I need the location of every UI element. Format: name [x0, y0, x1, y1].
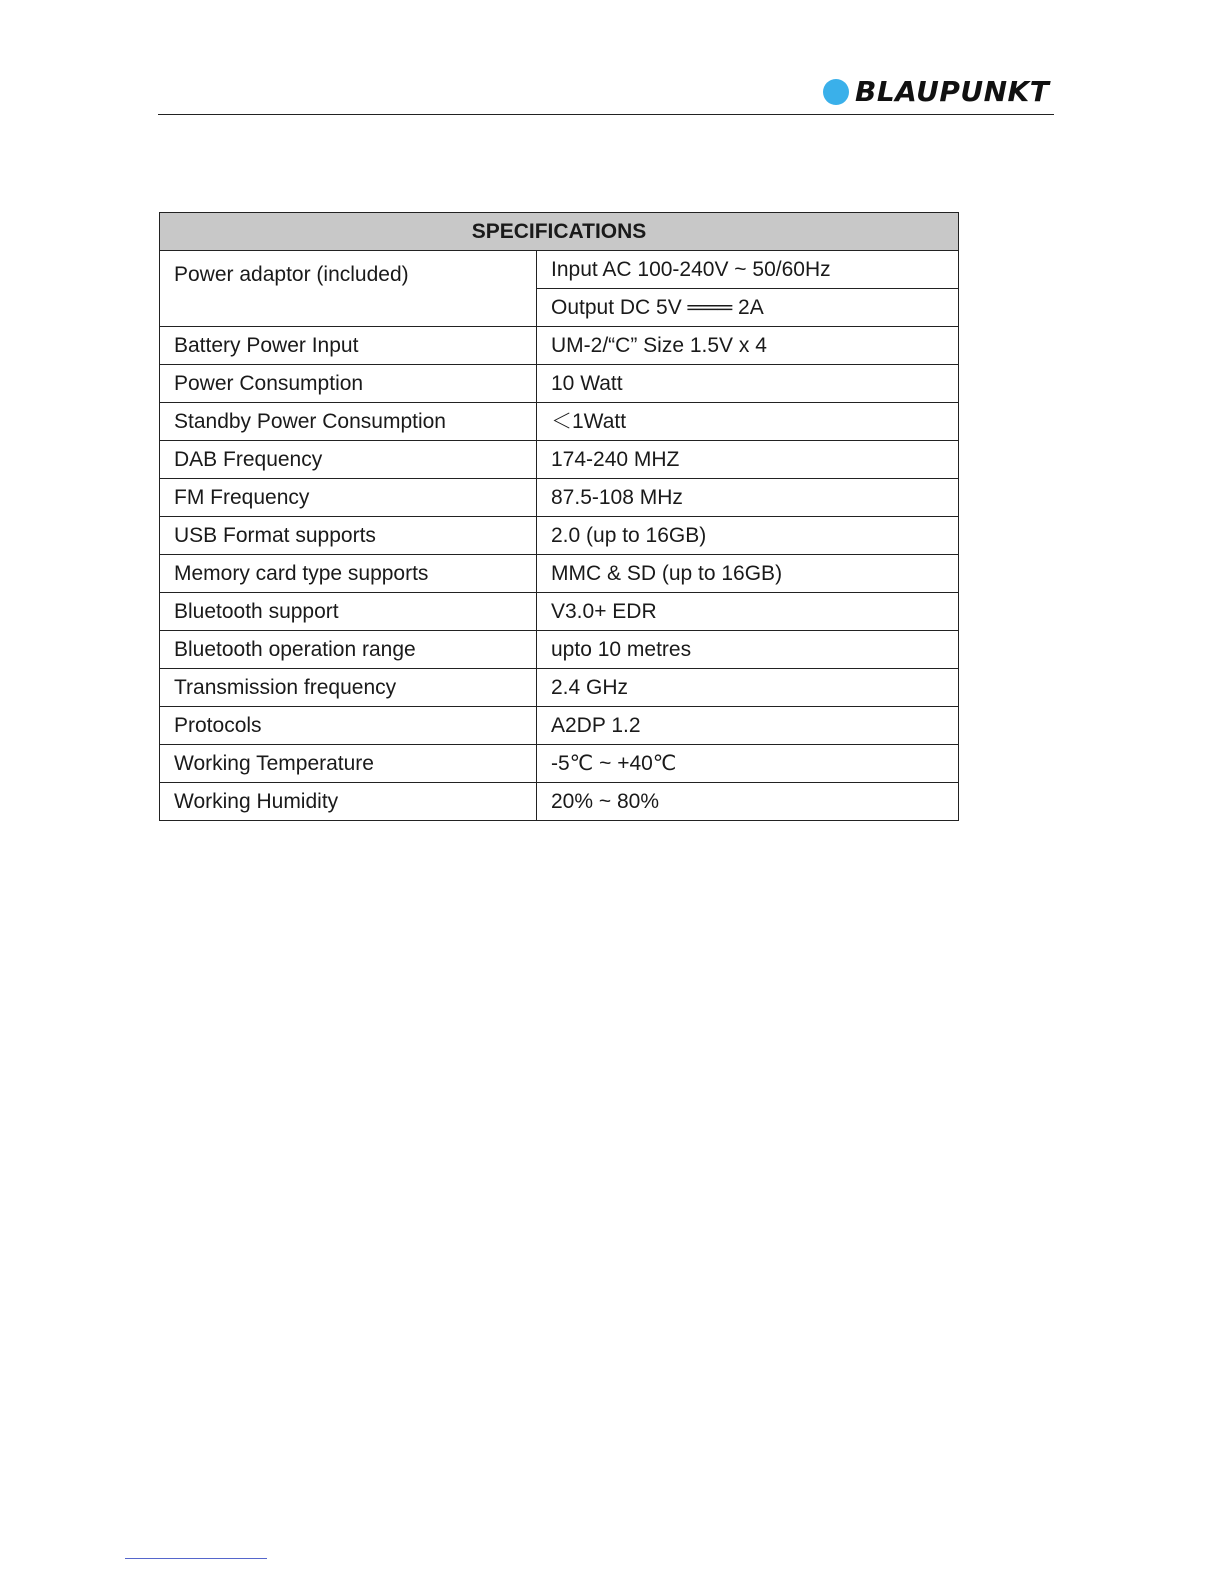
spec-label: FM Frequency [160, 479, 537, 517]
spec-value: 87.5-108 MHz [537, 479, 959, 517]
specifications-table [159, 212, 959, 821]
table-row [160, 365, 959, 403]
spec-value: -5℃ ~ +40℃ [537, 745, 959, 783]
spec-label: Memory card type supports [160, 555, 537, 593]
table-row [160, 403, 959, 441]
spec-value: 2.0 (up to 16GB) [537, 517, 959, 555]
brand-dot-icon [823, 79, 849, 105]
spec-label: Power Consumption [160, 365, 537, 403]
brand-name: BLAUPUNKT [855, 75, 1050, 108]
spec-label: Working Humidity [160, 783, 537, 821]
table-row [160, 707, 959, 745]
spec-value: UM-2/“C” Size 1.5V x 4 [537, 327, 959, 365]
table-row [160, 327, 959, 365]
table-row [160, 669, 959, 707]
spec-value: 2.4 GHz [537, 669, 959, 707]
table-row [160, 783, 959, 821]
spec-label: DAB Frequency [160, 441, 537, 479]
spec-label: Bluetooth operation range [160, 631, 537, 669]
spec-value: A2DP 1.2 [537, 707, 959, 745]
table-row [160, 517, 959, 555]
table-row [160, 593, 959, 631]
table-header-row [160, 213, 959, 251]
spec-value: ＜1Watt [537, 403, 959, 441]
spec-label: USB Format supports [160, 517, 537, 555]
spec-label: Power adaptor (included) [160, 251, 537, 327]
table-row [160, 555, 959, 593]
table-row [160, 479, 959, 517]
table-row [160, 745, 959, 783]
spec-value: 174-240 MHZ [537, 441, 959, 479]
spec-value: upto 10 metres [537, 631, 959, 669]
spec-label: Battery Power Input [160, 327, 537, 365]
spec-value: Input AC 100-240V ~ 50/60Hz [537, 251, 959, 289]
spec-value: 10 Watt [537, 365, 959, 403]
header-divider [158, 114, 1054, 115]
spec-value: 20% ~ 80% [537, 783, 959, 821]
spec-value: V3.0+ EDR [537, 593, 959, 631]
spec-value: MMC & SD (up to 16GB) [537, 555, 959, 593]
spec-label: Bluetooth support [160, 593, 537, 631]
spec-label: Standby Power Consumption [160, 403, 537, 441]
spec-label: Working Temperature [160, 745, 537, 783]
brand-logo [823, 76, 1049, 108]
spec-label: Transmission frequency [160, 669, 537, 707]
table-row [160, 631, 959, 669]
footer-line [125, 1558, 267, 1559]
spec-value: Output DC 5V ═══ 2A [537, 289, 959, 327]
table-title: SPECIFICATIONS [160, 213, 959, 251]
table-row [160, 251, 959, 289]
table-row [160, 441, 959, 479]
spec-label: Protocols [160, 707, 537, 745]
